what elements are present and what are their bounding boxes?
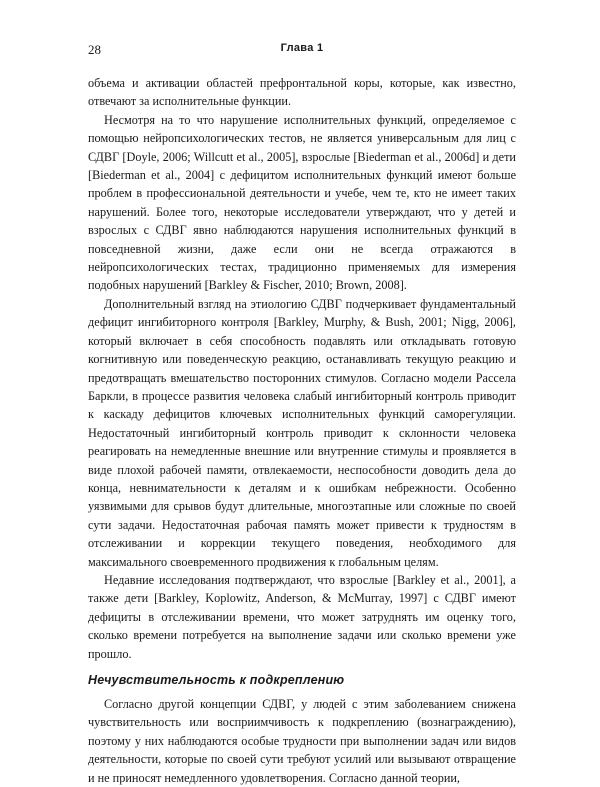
paragraph-3: Дополнительный взгляд на этиологию СДВГ подчеркивает фундаментальный дефицит ингибиторного контроля [Barkley, Murphy, & Bush, 2001; Nigg, 2006], который включает в себя способность подавлять или откладывать готовую когнитивную или поведенческую реакцию, останавливать текущую реакцию и предотвращать вмешательство посторонних стимулов. Согласно модели Рассела Баркли, в процессе развития человека слабый ингибиторный контроль приводит к каскаду дефицитов ключевых исполнительных функций саморегуляции. Недостаточный ингибиторный контроль приводит к склонности человека реагировать на немедленные внешние или внутренние стимулы и проявляется в виде плохой рабочей памяти, отвлекаемости, неспособности доводить дела до конца, невнимательности к деталям и к ошибкам небрежности. Особенно уязвимыми для срывов будут длительные, многоэтапные или сложные по своей сути задачи. Недостаточная рабочая память может привести к трудностям в отслеживании и коррекции текущего поведения, необходимого для максимального своевременного продвижения к глобальным целям. xyxy=(88,296,516,569)
page-number: 28 xyxy=(88,42,101,57)
section-heading: Нечувствительность к подкреплению xyxy=(88,673,345,687)
paragraph-1: объема и активации областей префронтальной коры, которые, как известно, отвечают за исполнительные функции. xyxy=(88,76,516,109)
paragraph-4: Недавние исследования подтверждают, что взрослые [Barkley et al., 2001], а также дети [Barkley, Koplowitz, Anderson, & McMurray, 1997] с СДВГ имеют дефициты в отслеживании времени, что может затруднять им оценку того, сколько времени потребуется на выполнение задачи или сколько времени уже прошло. xyxy=(88,572,516,661)
paragraph-5: Согласно другой концепции СДВГ, у людей с этим заболеванием снижена чувствительность или восприимчивость к подкреплению (вознаграждению), поэтому у них наблюдаются особые трудности при выполнении задач или видов деятельности, которые по своей сути требуют усилий или вызывают отвращение и не приносят немедленного удовлетворения. Согласно данной теории, xyxy=(88,697,516,785)
page-header xyxy=(88,42,516,60)
paragraph-2: Несмотря на то что нарушение исполнительных функций, определяемое с помощью нейропсихологических тестов, не является универсальным для лиц с СДВГ [Doyle, 2006; Willcutt et al., 2005], взрослые [Biederman et al., 2006d] и дети [Biederman et al., 2004] с дефицитом исполнительных функций имеют больше проблем в профессиональной деятельности и учебе, чем те, кто не имеет таких нарушений. Более того, некоторые исследователи утверждают, что у детей и взрослых с СДВГ явно наблюдаются нарушения исполнительных функций в повседневной жизни, даже если они не всегда отражаются в нейропсихологических тестах, традиционно применяемых для измерения подобных нарушений [Barkley & Fischer, 2010; Brown, 2008]. xyxy=(88,112,516,293)
body-text xyxy=(88,74,516,787)
chapter-label: Глава 1 xyxy=(280,42,324,54)
